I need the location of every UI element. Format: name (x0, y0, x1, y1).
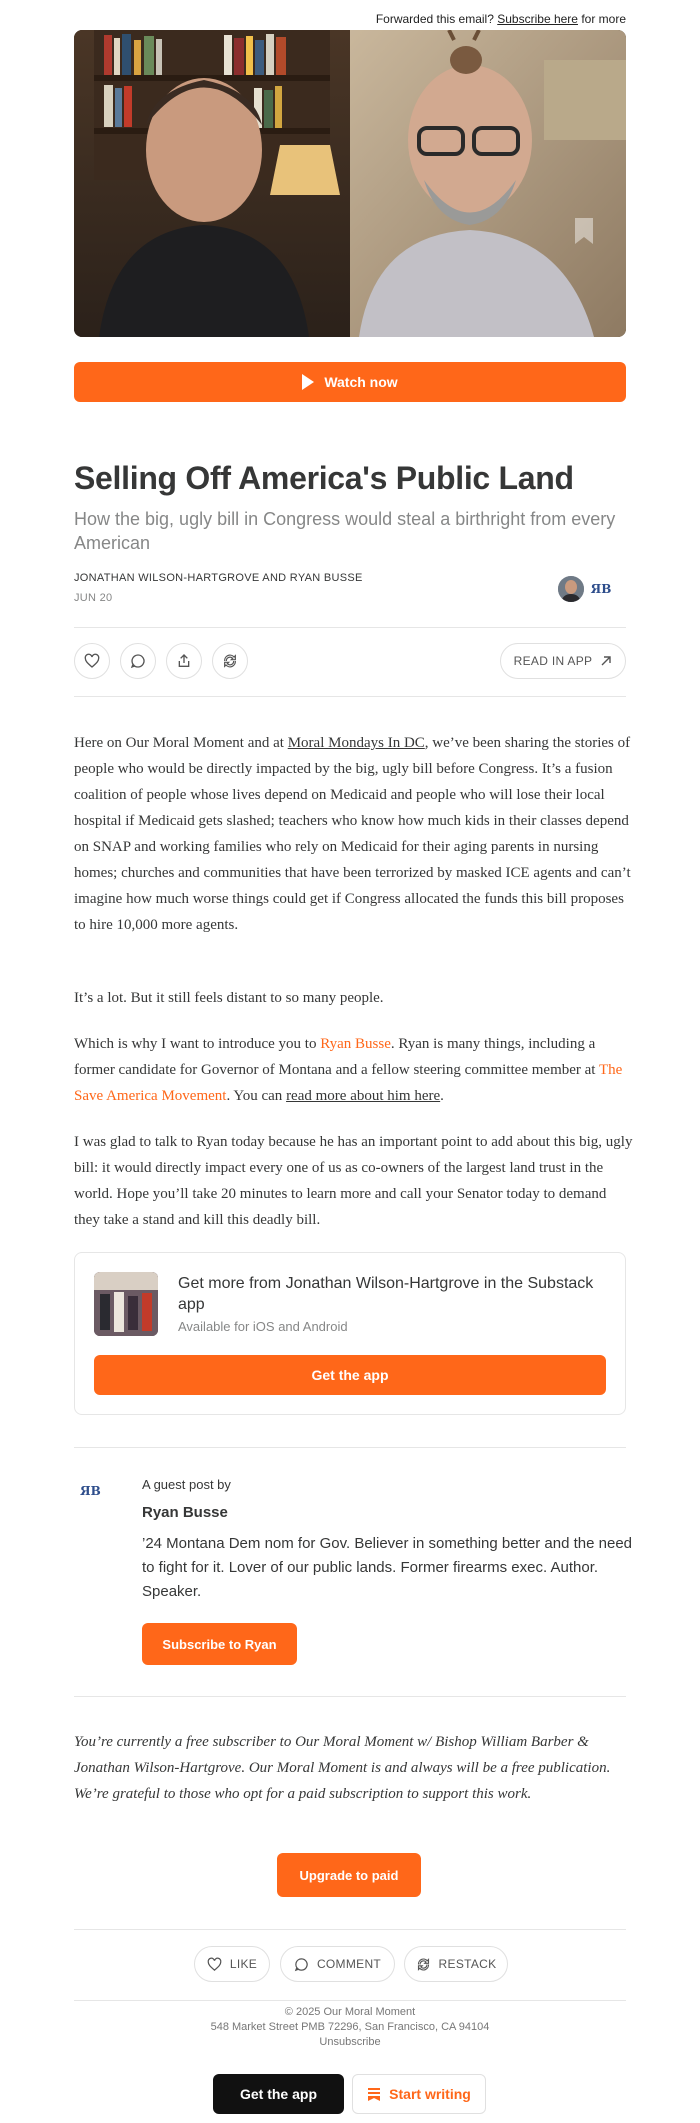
comment-icon (294, 1957, 309, 1972)
app-promo-thumbnail (94, 1272, 158, 1336)
forwarded-prefix: Forwarded this email? (375, 12, 494, 26)
play-icon (302, 374, 314, 390)
comment-icon (130, 653, 146, 669)
unsubscribe-link[interactable]: Unsubscribe (319, 2036, 381, 2048)
post-subtitle: How the big, ugly bill in Congress would steal a birthright from every American (74, 509, 616, 553)
heart-icon (207, 1957, 222, 1972)
ryan-busse-link[interactable]: Ryan Busse (320, 1036, 391, 1052)
author-avatar[interactable] (556, 574, 586, 604)
restack-button[interactable] (212, 643, 248, 679)
save-america-movement-link[interactable]: The Save America Movement (74, 1062, 623, 1104)
body-paragraph-1 (74, 730, 634, 938)
forwarded-notice (376, 12, 626, 26)
divider (74, 1696, 626, 1697)
restack-icon (222, 653, 238, 669)
post-title[interactable]: Selling Off America's Public Land (74, 460, 574, 496)
footer-comment-label: COMMENT (316, 1957, 382, 1971)
body-text-span: Which is why I want to introduce you to (74, 1036, 321, 1052)
app-promo-image (94, 1272, 158, 1336)
body-paragraph-2: It’s a lot. But it still feels distant to so many people. (74, 990, 384, 1006)
body-text-span: . (440, 1088, 444, 1104)
arrow-up-right-icon (600, 655, 612, 667)
video-frame-image (74, 30, 626, 337)
app-promo-subtitle: Available for iOS and Android (178, 1319, 348, 1334)
footer-address: 548 Market Street PMB 72296, San Francisco, CA 94104 (210, 2021, 490, 2033)
video-thumbnail[interactable] (74, 30, 626, 337)
body-text-span: . You can (226, 1088, 287, 1104)
share-icon (176, 653, 192, 669)
share-button[interactable] (166, 643, 202, 679)
heart-icon (84, 653, 100, 669)
start-writing-label: Start writing (389, 2086, 471, 2102)
guest-publication-logo[interactable]: ЯB (80, 1484, 101, 1498)
body-text-span: . Ryan is many things, including a former candidate for Governor of Montana and a fellow steering committee member at (74, 1036, 599, 1078)
watch-now-button[interactable] (74, 362, 626, 402)
body-paragraph-4: I was glad to talk to Ryan today because he has an important point to add about this big, ugly bill: it would directly impact every one of us as co-owners of the largest land trust in the world. Hope you’ll take 20 minutes to learn more and call your Senator today to demand they take a stand and kill this deadly bill. (74, 1134, 633, 1228)
divider (74, 2000, 626, 2001)
subscribe-here-link[interactable]: Subscribe here (497, 12, 578, 26)
footer-like-button[interactable] (194, 1946, 270, 1982)
read-in-app-label: READ IN APP (513, 654, 593, 668)
publication-logo[interactable]: ЯB (586, 574, 616, 604)
watch-now-label: Watch now (324, 374, 398, 390)
divider (74, 627, 626, 628)
body-text-span: Here on Our Moral Moment and at (74, 735, 288, 751)
read-in-app-button[interactable] (500, 643, 626, 679)
start-writing-button[interactable] (352, 2074, 486, 2114)
divider (74, 1929, 626, 1930)
substack-logo-icon (367, 2087, 381, 2101)
footer-comment-button[interactable] (280, 1946, 395, 1982)
comment-button[interactable] (120, 643, 156, 679)
guest-post-label: A guest post by (142, 1477, 231, 1492)
guest-author-name[interactable]: Ryan Busse (142, 1504, 228, 1521)
free-subscriber-note: You’re currently a free subscriber to Our Moral Moment w/ Bishop William Barber & Jonathan Wilson-Hartgrove. Our Moral Moment is and always will be a free publication. We’re grateful to those who opt for a paid subscription to support this work. (74, 1734, 611, 1802)
divider (74, 696, 626, 697)
footer-restack-label: RESTACK (438, 1957, 497, 1971)
author-avatar-image (558, 576, 584, 602)
guest-author-bio: ’24 Montana Dem nom for Gov. Believer in something better and the need to fight for it. Lover of our public lands. Former firearms exec. Author. Speaker. (142, 1535, 632, 1600)
app-promo-title: Get more from Jonathan Wilson-Hartgrove in the Substack app (178, 1275, 594, 1313)
like-button[interactable] (74, 643, 110, 679)
bookmark-icon[interactable] (572, 216, 596, 246)
get-the-app-button[interactable]: Get the app (94, 1355, 606, 1395)
footer-copyright: © 2025 Our Moral Moment (284, 2006, 416, 2018)
body-paragraph-3 (74, 1031, 634, 1109)
footer-like-label: LIKE (229, 1957, 258, 1971)
moral-mondays-link[interactable]: Moral Mondays In DC (287, 735, 425, 751)
footer-get-the-app-button[interactable]: Get the app (213, 2074, 344, 2114)
restack-icon (416, 1957, 431, 1972)
upgrade-to-paid-button[interactable]: Upgrade to paid (277, 1853, 421, 1897)
subscribe-to-ryan-button[interactable]: Subscribe to Ryan (142, 1623, 297, 1665)
post-byline[interactable]: JONATHAN WILSON-HARTGROVE AND RYAN BUSSE (74, 572, 363, 584)
app-promo-card (74, 1252, 626, 1415)
post-date: JUN 20 (74, 592, 113, 604)
footer-unsubscribe (0, 2036, 700, 2048)
body-text-span: , we’ve been sharing the stories of people who would be directly impacted by the big, ugly bill before Congress. It’s a fusion coalition of people whose lives depend on Medicaid and people who will lose their local hospital if Medicaid gets slashed; teachers who know how much kids in their classes depend on SNAP and working families who rely on Medicaid for their aging parents in nursing homes; churches and communities that have been terrorized by masked ICE agents and can’t imagine how much worse things could get if Congress allocated the funds this bill proposes to hire 10,000 more agents. (74, 735, 631, 933)
divider (74, 1447, 626, 1448)
read-more-link[interactable]: read more about him here (286, 1088, 441, 1104)
footer-restack-button[interactable] (404, 1946, 508, 1982)
forwarded-suffix: for more (581, 12, 626, 26)
